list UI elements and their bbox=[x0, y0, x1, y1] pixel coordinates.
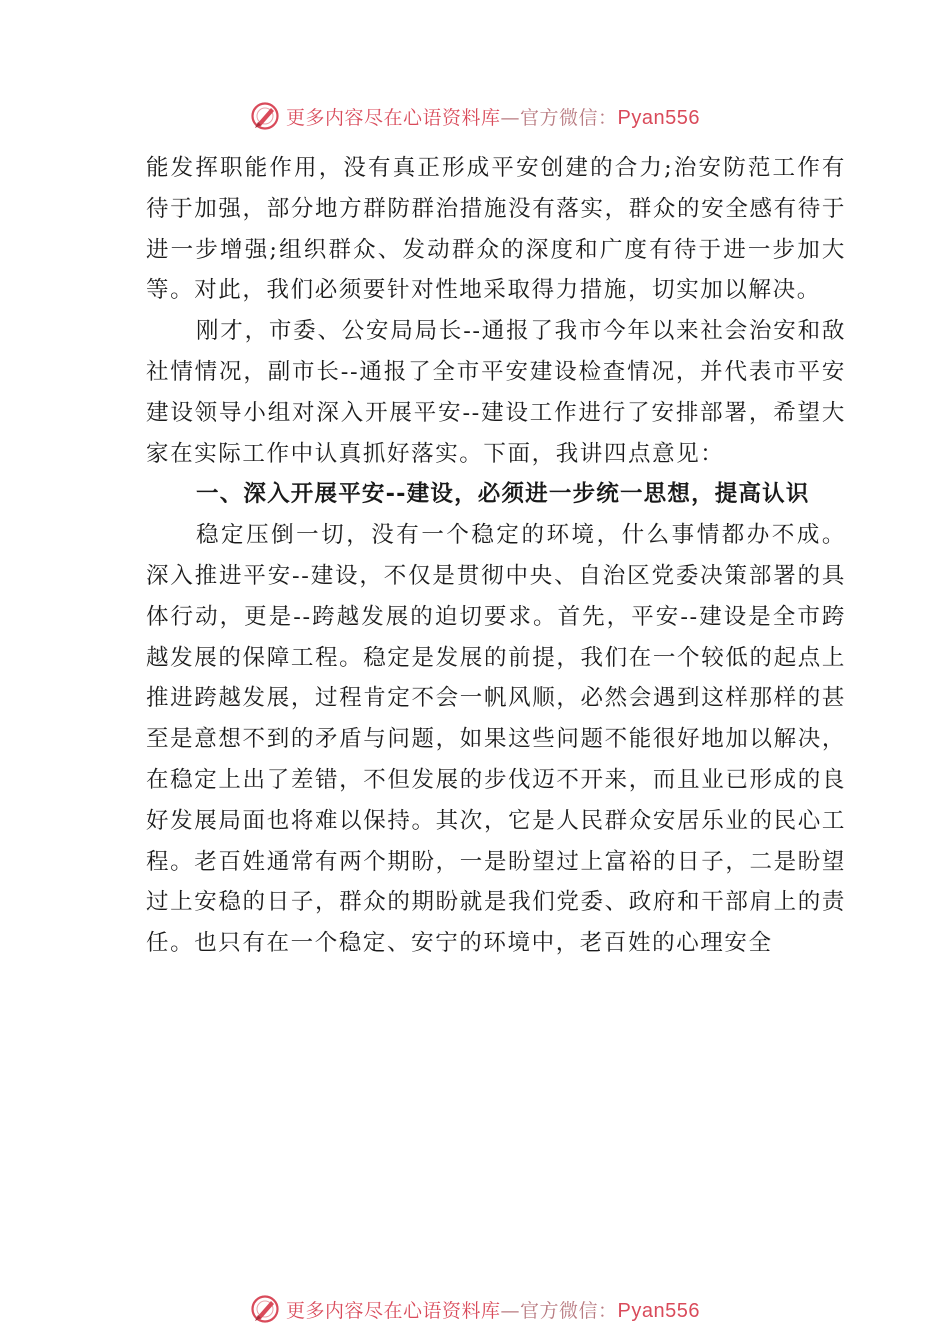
paragraph: 能发挥职能作用，没有真正形成平安创建的合力;治安防范工作有待于加强，部分地方群防群治措施没有落实，群众的安全感有待于进一步增强;组织群众、发动群众的深度和广度有待于进一步加大等。对此，我们必须要针对性地采取得力措施，切实加以解决。 bbox=[146, 155, 846, 304]
document-body bbox=[146, 148, 846, 964]
pen-logo-icon bbox=[250, 101, 280, 131]
pen-logo-icon bbox=[250, 1294, 280, 1324]
watermark-text: 更多内容尽在心语资料库—官方微信：Pyan556 bbox=[286, 1299, 700, 1322]
paragraph: 刚才，市委、公安局局长--通报了我市今年以来社会治安和敌社情情况，副市长--通报了全市平安建设检查情况，并代表市平安建设领导小组对深入开展平安--建设工作进行了安排部署，希望大家在实际工作中认真抓好落实。下面，我讲四点意见： bbox=[146, 318, 846, 467]
header-watermark bbox=[0, 96, 950, 136]
watermark-text: 更多内容尽在心语资料库—官方微信：Pyan556 bbox=[286, 106, 700, 129]
footer-watermark bbox=[0, 1289, 950, 1329]
paragraph: 稳定压倒一切，没有一个稳定的环境，什么事情都办不成。深入推进平安--建设，不仅是贯彻中央、自治区党委决策部署的具体行动，更是--跨越发展的迫切要求。首先，平安--建设是全市跨越发展的保障工程。稳定是发展的前提，我们在一个较低的起点上推进跨越发展，过程肯定不会一帆风顺，必然会遇到这样那样的甚至是意想不到的矛盾与问题，如果这些问题不能很好地加以解决，在稳定上出了差错，不但发展的步伐迈不开来，而且业已形成的良好发展局面也将难以保持。其次，它是人民群众安居乐业的民心工程。老百姓通常有两个期盼，一是盼望过上富裕的日子，二是盼望过上安稳的日子，群众的期盼就是我们党委、政府和干部肩上的责 任。也只有在一个稳定、安宁的环境中，老百姓的心理安全 bbox=[146, 522, 846, 957]
section-heading: 一、深入开展平安--建设，必须进一步统一思想，提高认识 bbox=[196, 481, 810, 508]
